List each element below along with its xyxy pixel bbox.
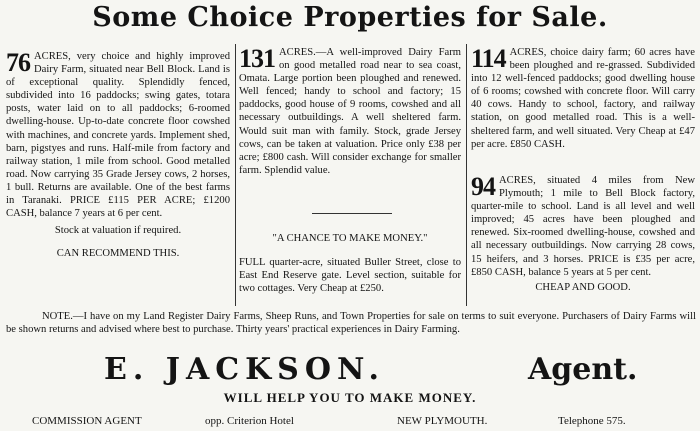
listing-text: ACRES, choice dairy farm; 60 acres have been ploughed and re-grassed. Subdivided into 12 well-fenced paddocks; good dwelling house of 6 rooms; cowshed with concrete floor. Will carry 40 cows. Handy to school, factory, and railway station, on good metalled road. This is a well-sheltered farm, and well situated. Very Cheap at £47 per acre. £850 CASH. [471,47,695,150]
listing-76-acres [6,50,230,260]
listing-114-acres [471,46,695,151]
column-divider [235,44,236,306]
listing-text: ACRES, very choice and highly improved Dairy Farm, situated near Bell Block. Land is of exceptional quality. Splendidly fenced, subdivided into 16 paddocks; swing gates, totara posts, water laid on to all paddocks; 6-roomed dwelling-house. Up-to-date concrete floor cowshed with machines, and concrete yards. Implement shed, barn, pigstyes and runs. Half-mile from factory and railway station, 1 mile from school. Good metalled road. Now carrying 35 Grade Jersey cows, 2 horses, 1 bull. Returns are available. One of the best farms in Taranaki. PRICE £115 PER ACRE; £1200 CASH, balance 7 years at 6 per cent. [6,51,230,220]
listing-94-acres [471,174,695,294]
section-divider [312,213,392,214]
footer-phone: Telephone 575. [558,415,626,427]
footer-role: COMMISSION AGENT [32,415,142,427]
chance-heading: "A CHANCE TO MAKE MONEY." [272,233,428,244]
footer-town: NEW PLYMOUTH. [397,415,488,427]
recommend-note: CAN RECOMMEND THIS. [56,248,180,260]
listing-text: ACRES, situated 4 miles from New Plymouth; 1 mile to Bell Block factory, quarter-mile to school. Land is all level and well improved; 45 acres have been ploughed and renewed. Six-roomed dwelling-house, cowshed and all necessary outbuildings. Now carrying 28 cows, 15 heifers, and 3 horses. PRICE is £35 per acre, £850 CASH, balance 5 years at 5 per cent. [471,175,695,278]
agent-title: Agent. [528,352,638,387]
acreage-number: 94 [471,172,495,201]
listing-131-acres [239,46,461,177]
footer-location: opp. Criterion Hotel [205,415,294,427]
listing-text: FULL quarter-acre, situated Buller Street, close to East End Reserve gate. Level section, suitable for two cottages. Very Cheap at £250. [239,257,461,295]
column-divider [466,44,467,306]
acreage-number: 131 [239,44,275,73]
land-register-note: NOTE.—I have on my Land Register Dairy Farms, Sheep Runs, and Town Properties for sale on terms to suit everyone. Purchasers of Dairy Farms will be shown returns and advised where best to purchase. Thirty years' practical experiences in Dairy Farming. [6,311,696,335]
stock-note: Stock at valuation if required. [54,225,182,237]
agent-name: E. JACKSON. [104,352,385,387]
listing-quarter-acre [239,256,461,295]
listing-text: ACRES.—A well-improved Dairy Farm on good metalled road near to sea coast, Omata. Large portion been ploughed and renewed. Well fenced; handy to school and factory; 15 paddocks, good house of 9 rooms, cowshed and all necessary outbuildings. A well sheltered farm. Would suit man with family. Stock, grade Jersey cows, can be taken at valuation. Price only £38 per acre; £800 cash. Will consider exchange for smaller farm. Splendid value. [239,47,461,176]
agent-line [0,353,700,389]
acreage-number: 114 [471,44,506,73]
advertisement-headline: Some Choice Properties for Sale. [92,2,608,33]
slogan: WILL HELP YOU TO MAKE MONEY. [223,390,477,405]
footer [0,413,700,429]
cheap-note: CHEAP AND GOOD. [535,281,631,293]
acreage-number: 76 [6,48,30,77]
